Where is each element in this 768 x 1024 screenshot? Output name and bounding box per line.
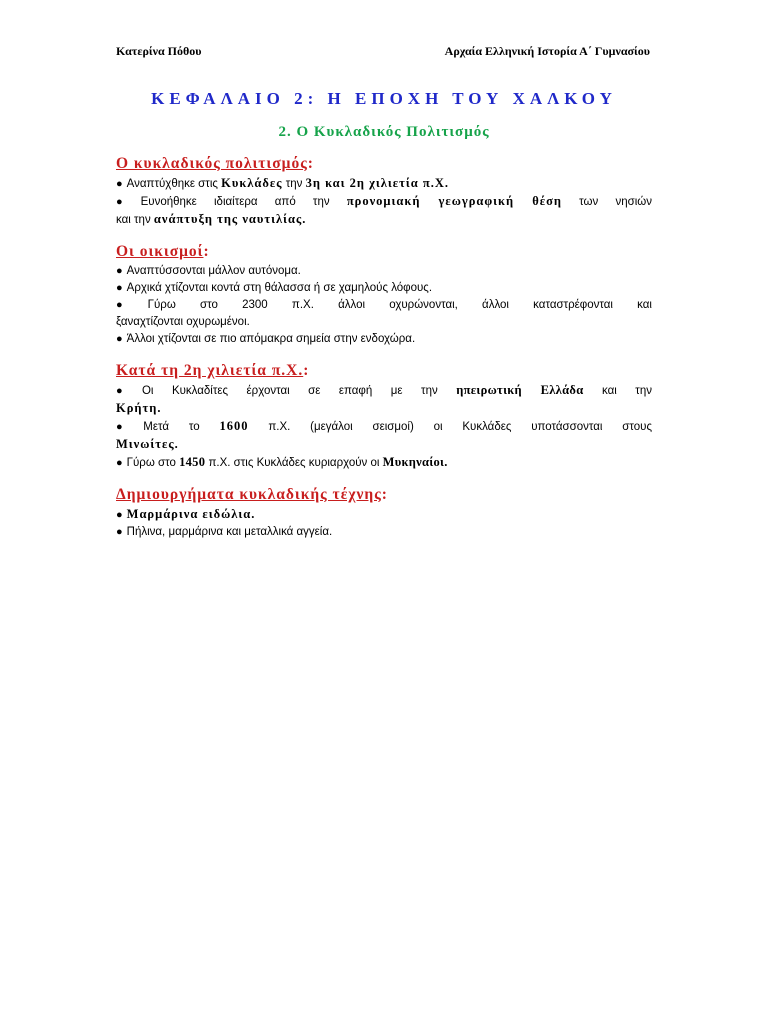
- bullet-icon: ●: [116, 265, 123, 277]
- header-author: Κατερίνα Πόθου: [116, 44, 202, 58]
- section-heading: Δημιουργήματα κυκλαδικής τέχνης:: [116, 486, 388, 503]
- document-body: [116, 155, 652, 555]
- section-settlements: [116, 243, 652, 348]
- list-item-continuation: ξαναχτίζονται οχυρωμένοι.: [116, 316, 250, 328]
- list-item-continuation: Μινωίτες.: [116, 437, 179, 451]
- bullet-icon: ●: [116, 526, 123, 538]
- section-cycladic-art: [116, 486, 652, 541]
- list-item-continuation: και την ανάπτυξη της ναυτιλίας.: [116, 212, 307, 226]
- section-heading: Κατά τη 2η χιλιετία π.Χ.:: [116, 362, 310, 379]
- section-subtitle: 2. Ο Κυκλαδικός Πολιτισμός: [278, 124, 490, 140]
- list-item: ● Γύρω στο 2300 π.Χ. άλλοι οχυρώνονται, άλλοι καταστρέφονται και: [116, 299, 652, 311]
- list-item-continuation: Κρήτη.: [116, 401, 162, 415]
- section-second-millennium: [116, 362, 652, 472]
- bullet-icon: ●: [116, 385, 138, 397]
- bullet-icon: ●: [116, 457, 123, 469]
- bullet-icon: ●: [116, 509, 123, 521]
- list-item: ● Άλλοι χτίζονται σε πιο απόμακρα σημεία στην ενδοχώρα.: [116, 333, 416, 345]
- list-item: ● Μετά το 1600 π.Χ. (μεγάλοι σεισμοί) οι Κυκλάδες υποτάσσονται στους: [116, 419, 653, 433]
- bullet-icon: ●: [116, 282, 123, 294]
- bullet-icon: ●: [116, 421, 140, 433]
- list-item: ● Πήλινα, μαρμάρινα και μεταλλικά αγγεία.: [116, 526, 333, 538]
- bullet-icon: ●: [116, 196, 137, 208]
- section-heading: Οι οικισμοί:: [116, 243, 210, 260]
- list-item: ● Ευνοήθηκε ιδιαίτερα από την προνομιακή γεωγραφική θέση των νησιών: [116, 194, 652, 208]
- section-cycladic-civilization: [116, 155, 652, 229]
- bullet-icon: ●: [116, 333, 123, 345]
- header-course: Αρχαία Ελληνική Ιστορία Α΄ Γυμνασίου: [444, 44, 650, 58]
- bullet-icon: ●: [116, 299, 144, 311]
- bullet-icon: ●: [116, 178, 123, 190]
- list-item: ● Γύρω στο 1450 π.Χ. στις Κυκλάδες κυριαρχούν οι Μυκηναίοι.: [116, 455, 448, 469]
- list-item: ● Οι Κυκλαδίτες έρχονται σε επαφή με την ηπειρωτική Ελλάδα και την: [116, 383, 652, 397]
- list-item: ● Αρχικά χτίζονται κοντά στη θάλασσα ή σε χαμηλούς λόφους.: [116, 282, 433, 294]
- list-item: ● Αναπτύχθηκε στις Κυκλάδες την 3η και 2η χιλιετία π.Χ.: [116, 176, 449, 190]
- list-item: ● Αναπτύσσονται μάλλον αυτόνομα.: [116, 265, 301, 277]
- list-item: ● Μαρμάρινα ειδώλια.: [116, 507, 256, 521]
- chapter-title: ΚΕΦΑΛΑΙΟ 2: Η ΕΠΟΧΗ ΤΟΥ ΧΑΛΚΟΥ: [151, 89, 617, 108]
- section-heading: Ο κυκλαδικός πολιτισμός:: [116, 155, 314, 172]
